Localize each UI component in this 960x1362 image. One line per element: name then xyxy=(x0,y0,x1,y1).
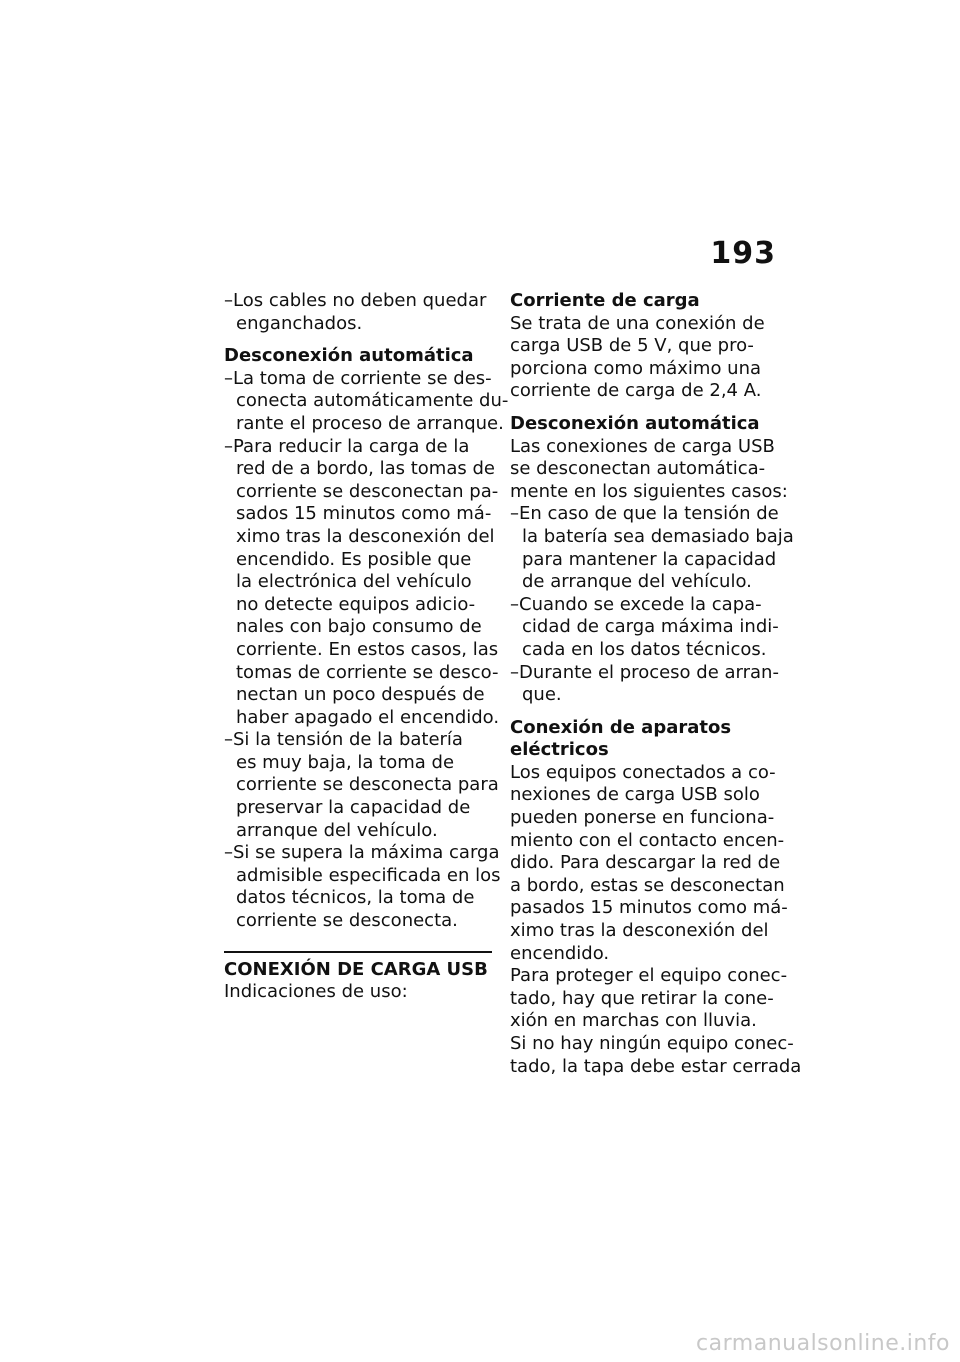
text-line: admisible especificada en los xyxy=(236,864,501,886)
heading-line: eléctricos xyxy=(510,739,609,761)
watermark: carmanualsonline.info xyxy=(696,1331,950,1356)
text-line: es muy baja, la toma de xyxy=(236,751,455,773)
text-line: la batería sea demasiado baja xyxy=(522,525,794,547)
paragraph xyxy=(510,435,788,504)
paragraph xyxy=(510,313,782,403)
text-line: corriente se desconectan pa- xyxy=(236,480,499,502)
text-line: pasados 15 minutos como má- xyxy=(510,897,788,919)
text-line: carga USB de 5 V, que pro- xyxy=(510,335,754,357)
text-line: a bordo, estas se desconectan xyxy=(510,874,785,896)
paragraph xyxy=(510,761,788,965)
text-line: red de a bordo, las tomas de xyxy=(236,458,495,480)
section-heading: Corriente de carga xyxy=(510,290,700,311)
section-title: CONEXIÓN DE CARGA USB xyxy=(224,958,488,980)
text-line: corriente de carga de 2,4 A. xyxy=(510,380,762,402)
right-column xyxy=(510,290,802,1078)
text-line: sados 15 minutos como má- xyxy=(236,503,492,525)
bullet-item xyxy=(224,367,509,436)
bullet-item xyxy=(510,503,794,593)
text-line: dido. Para descargar la red de xyxy=(510,852,781,874)
text-line: se desconectan automática- xyxy=(510,458,766,480)
text-line: tomas de corriente se desco- xyxy=(236,661,499,683)
text-line: miento con el contacto encen- xyxy=(510,829,785,851)
bullet-item xyxy=(510,594,782,662)
section-heading: Desconexión automática xyxy=(224,345,474,367)
text-line: Los equipos conectados a co- xyxy=(510,761,776,783)
text-line: nales con bajo consumo de xyxy=(236,616,482,638)
section-heading xyxy=(510,717,782,762)
heading-line: Conexión de aparatos xyxy=(510,716,732,738)
text-line: cidad de carga máxima indi- xyxy=(522,616,779,638)
text-line: ximo tras la desconexión del xyxy=(510,920,769,942)
text-line: preservar la capacidad de xyxy=(236,797,471,819)
text-line: haber apagado el encendido. xyxy=(236,706,500,728)
section-intro-text: Indicaciones de uso: xyxy=(224,981,408,1003)
text-line: Se trata de una conexión de xyxy=(510,312,765,334)
text-line: conecta automáticamente du- xyxy=(236,390,509,412)
text-line: la electrónica del vehículo xyxy=(236,571,472,593)
text-line: tado, hay que retirar la cone- xyxy=(510,987,774,1009)
text-line: nectan un poco después de xyxy=(236,684,485,706)
text-line: encendido. xyxy=(510,942,610,964)
text-line: rante el proceso de arranque. xyxy=(236,412,504,434)
text-line: cada en los datos técnicos. xyxy=(522,638,767,660)
text-line: corriente se desconecta. xyxy=(236,910,458,932)
text-line: –Para reducir la carga de la xyxy=(224,435,470,457)
text-line: –Los cables no deben quedar xyxy=(224,290,487,311)
paragraph xyxy=(510,965,788,1033)
bullet-item xyxy=(510,662,782,707)
text-line: para mantener la capacidad xyxy=(522,548,777,570)
text-line: corriente. En estos casos, las xyxy=(236,638,499,660)
text-line: encendido. Es posible que xyxy=(236,548,472,570)
section-divider xyxy=(224,951,492,953)
text-line: Si no hay ningún equipo conec- xyxy=(510,1033,794,1054)
bullet-item xyxy=(224,290,492,335)
text-line: enganchados. xyxy=(236,312,363,334)
text-line: tado, la tapa debe estar cerrada xyxy=(510,1055,802,1077)
text-line: de arranque del vehículo. xyxy=(522,571,752,593)
text-line: corriente se desconecta para xyxy=(236,774,499,796)
bullet-item xyxy=(224,842,501,932)
page-number: 193 xyxy=(710,236,776,271)
bullet-item xyxy=(224,729,499,842)
text-line: –La toma de corriente se des- xyxy=(224,367,492,389)
text-line: porciona como máximo una xyxy=(510,357,762,379)
text-line: –Durante el proceso de arran- xyxy=(510,661,779,683)
text-line: Para proteger el equipo conec- xyxy=(510,965,788,987)
text-line: xión en marchas con lluvia. xyxy=(510,1010,757,1032)
text-line: pueden ponerse en funciona- xyxy=(510,807,775,829)
left-column xyxy=(224,290,509,1004)
text-line: no detecte equipos adicio- xyxy=(236,593,476,615)
text-line: Las conexiones de carga USB xyxy=(510,435,775,457)
paragraph xyxy=(510,1033,802,1078)
text-line: nexiones de carga USB solo xyxy=(510,784,760,806)
text-line: que. xyxy=(522,684,562,706)
text-line: mente en los siguientes casos: xyxy=(510,480,788,502)
text-line: arranque del vehículo. xyxy=(236,819,438,841)
text-line: datos técnicos, la toma de xyxy=(236,887,475,909)
bullet-item xyxy=(224,435,500,730)
text-line: –Si la tensión de la batería xyxy=(224,729,463,751)
text-line: –Cuando se excede la capa- xyxy=(510,593,762,615)
text-line: ximo tras la desconexión del xyxy=(236,525,495,547)
text-line: –En caso de que la tensión de xyxy=(510,503,779,525)
text-line: –Si se supera la máxima carga xyxy=(224,842,500,864)
section-heading: Desconexión automática xyxy=(510,412,760,434)
